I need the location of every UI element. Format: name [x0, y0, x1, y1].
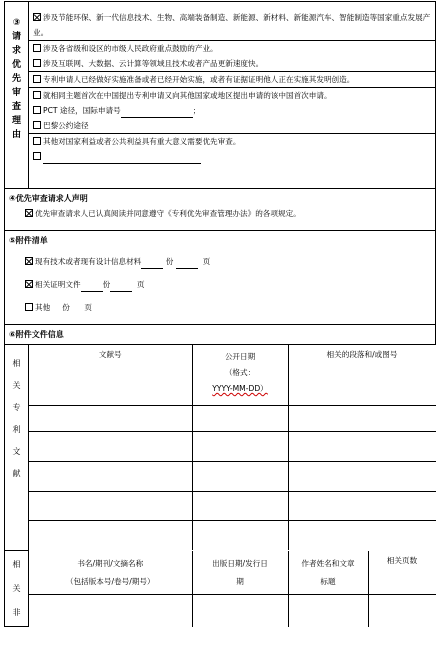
pct-number-field[interactable] [121, 107, 193, 118]
col-author: 作者姓名和文章 标题 [288, 551, 368, 595]
col-paragraph: 相关的段落和/或图号 [288, 345, 436, 405]
reason-option-5[interactable]: 就相同主题首次在中国提出专利申请又向其他国家或地区提出申请的该中国首次申请。 [29, 87, 435, 103]
checkbox[interactable] [33, 44, 41, 52]
cell[interactable] [192, 461, 288, 491]
checkbox[interactable] [33, 106, 41, 114]
nonpatent-side-label: 相 关 非 [5, 551, 29, 627]
checkbox[interactable] [33, 152, 41, 160]
docs-section [5, 325, 436, 345]
col-doc-no: 文献号 [29, 345, 192, 405]
other-reason-field[interactable] [43, 153, 201, 164]
patent-docs-side-label: 相 关 专 利 文 献 [5, 345, 29, 551]
reason-option-4[interactable]: 专利申请人已经做好实施准备或者已经开始实施，或者有证据证明他人正在实施其发明创造。 [29, 71, 435, 87]
cell[interactable] [288, 431, 436, 461]
checkbox-checked[interactable] [25, 280, 33, 288]
checkbox-checked[interactable] [25, 209, 33, 217]
checkbox[interactable] [33, 75, 41, 83]
reason-option-pct[interactable]: PCT 途径，国际申请号 ； [29, 103, 435, 118]
cell[interactable] [288, 595, 368, 627]
reason-option-other[interactable]: 其他对国家利益或者公共利益具有重大意义需要优先审查。 [29, 133, 435, 149]
reason-option-1[interactable]: 涉及节能环保、新一代信息技术、生物、高端装备制造、新能源、新材料、新能源汽车、智能制造等国家重点发展产业。 [33, 13, 431, 37]
col-pub-date: 公开日期 （格式： YYYY-MM-DD） [192, 345, 288, 405]
checkbox[interactable] [33, 59, 41, 67]
nonpatent-docs-table [29, 551, 436, 627]
checkbox-checked[interactable] [33, 13, 41, 21]
attachments-title: ⑤附件清单 [9, 236, 48, 245]
cell[interactable] [288, 491, 436, 520]
statement-line[interactable]: 优先审查请求人已认真阅读并同意遵守《专利优先审查管理办法》的各项规定。 [5, 204, 435, 221]
cell[interactable] [192, 520, 288, 550]
cell[interactable] [368, 595, 436, 627]
cell[interactable] [29, 405, 192, 431]
cell[interactable] [288, 520, 436, 550]
pages-field[interactable] [110, 281, 132, 292]
reason-option-paris[interactable]: 巴黎公约途径 [29, 118, 435, 133]
patent-docs-table [29, 345, 436, 550]
reason-side-label: ③ 请 求 优 先 审 查 理 由 [5, 2, 29, 189]
cell[interactable] [192, 405, 288, 431]
checkbox[interactable] [25, 303, 33, 311]
attachment-item-3[interactable]: 其他 份 页 [5, 292, 435, 315]
checkbox[interactable] [33, 121, 41, 129]
cell[interactable] [29, 491, 192, 520]
col-pub-issue-date: 出版日期/发行日 期 [192, 551, 288, 595]
checkbox[interactable] [33, 137, 41, 145]
copies-field[interactable] [81, 281, 103, 292]
col-pages: 相关页数 [368, 551, 436, 595]
statement-title: ④优先审查请求人声明 [9, 194, 88, 203]
cell[interactable] [192, 491, 288, 520]
reason-option-3[interactable]: 涉及互联网、大数据、云计算等领域且技术或者产品更新速度快。 [29, 56, 435, 71]
docs-title: ⑥附件文件信息 [9, 330, 64, 339]
copies-field[interactable] [141, 258, 163, 269]
reason-option-2[interactable]: 涉及各省级和设区的市级人民政府重点鼓励的产业。 [29, 40, 435, 56]
cell[interactable] [288, 405, 436, 431]
cell[interactable] [29, 595, 192, 627]
statement-section [5, 189, 436, 231]
cell[interactable] [29, 431, 192, 461]
form-table [4, 1, 436, 627]
checkbox[interactable] [33, 91, 41, 99]
attachments-section [5, 231, 436, 325]
cell[interactable] [29, 461, 192, 491]
reason-option-blank[interactable] [29, 149, 435, 164]
cell[interactable] [192, 431, 288, 461]
reason-options [29, 2, 436, 189]
cell[interactable] [288, 461, 436, 491]
col-book: 书名/期刊/文摘名称 （包括版本号/卷号/期号） [29, 551, 192, 595]
cell[interactable] [29, 520, 192, 550]
attachment-item-2[interactable]: 相关证明文件 份 页 [5, 269, 435, 292]
checkbox-checked[interactable] [25, 257, 33, 265]
cell[interactable] [192, 595, 288, 627]
pages-field[interactable] [176, 258, 198, 269]
attachment-item-1[interactable]: 现有技术或者现有设计信息材料 份 页 [5, 246, 435, 269]
